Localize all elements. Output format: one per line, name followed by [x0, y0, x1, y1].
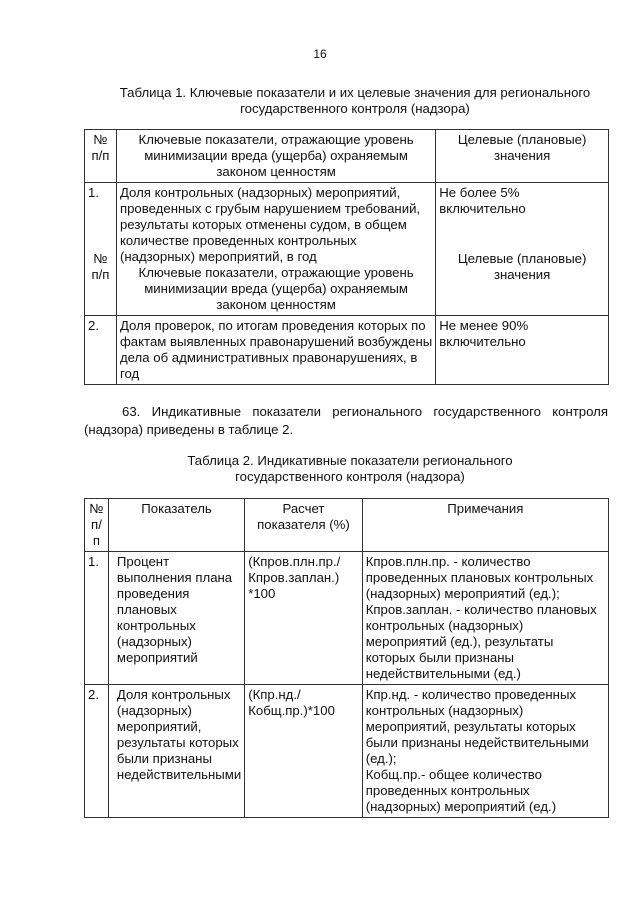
- header-num: № п/п: [85, 499, 109, 552]
- header-targets: Целевые (плановые) значения: [436, 130, 609, 183]
- table2-caption-line2: государственного контроля (надзора): [235, 469, 465, 484]
- table-row: [85, 685, 609, 818]
- row-notes: [362, 552, 608, 685]
- table1-caption-line1: Таблица 1. Ключевые показатели и их целевые значения для регионального: [119, 85, 591, 100]
- note-line: Кпров.заплан. - количество плановых контрольных (надзорных) мероприятий (ед.), результаты которых были признаны недействительными (ед.): [365, 602, 597, 681]
- note-line: Кпров.плн.пр. - количество проведенных плановых контрольных (надзорных) мероприятий (ед.);: [365, 554, 594, 601]
- header-indicator: Показатель: [108, 499, 244, 552]
- row-notes: [362, 685, 608, 818]
- header-num: № п/п: [85, 130, 117, 183]
- header-indicators: Ключевые показатели, отражающие уровень минимизации вреда (ущерба) охраняемым законом ценностям: [116, 130, 435, 183]
- row-indicator-text: Доля контрольных (надзорных) мероприятий, проведенных с грубым нарушением требований, результаты которых отменены судом, в общем количестве проведенных контрольных (надзорных) мероприятий, в год: [119, 185, 421, 264]
- row-indicator: Процент выполнения плана проведения плановых контрольных (надзорных) мероприятий: [108, 552, 244, 685]
- key-indicators-table: [84, 129, 609, 385]
- row-target: Не менее 90% включительно: [436, 316, 609, 385]
- row-num: 1.: [85, 552, 109, 685]
- note-line: Кпр.нд. - количество проведенных контрольных (надзорных) мероприятий, результаты которых были признаны недействительными (ед.);: [365, 687, 589, 766]
- table-row: [85, 316, 609, 385]
- table-header-row: [85, 499, 609, 552]
- table-row: [85, 552, 609, 685]
- repeat-header-targets: Целевые (плановые) значения: [457, 251, 587, 282]
- table2-caption-line1: Таблица 2. Индикативные показатели регионального: [187, 453, 513, 468]
- row-indicator: Доля проверок, по итогам проведения которых по фактам выявленных правонарушений возбуждены дела об административных правонарушениях, в год: [116, 316, 435, 385]
- repeat-header-num: № п/п: [91, 251, 110, 282]
- table1-caption: [60, 85, 640, 117]
- row-num: 2.: [85, 685, 109, 818]
- header-calc: Расчет показателя (%): [245, 499, 363, 552]
- page-number: 16: [313, 47, 327, 61]
- header-notes: Примечания: [362, 499, 608, 552]
- row-target-text: Не более 5% включительно: [439, 185, 526, 216]
- row-calc: (Кпр.нд./ Кобщ.пр.)*100: [245, 685, 363, 818]
- repeat-header-indicators: Ключевые показатели, отражающие уровень минимизации вреда (ущерба) охраняемым законом ценностям: [138, 265, 414, 312]
- table1-caption-line2: государственного контроля (надзора): [240, 101, 470, 116]
- row-num: [85, 183, 117, 316]
- row-num: 2.: [85, 316, 117, 385]
- row-calc: (Кпров.плн.пр./ Кпров.заплан.) *100: [245, 552, 363, 685]
- indicative-indicators-table: [84, 498, 609, 818]
- row-indicator: Доля контрольных (надзорных) мероприятий, результаты которых были признаны недействительными: [108, 685, 244, 818]
- paragraph-63: 63. Индикативные показатели регионального государственного контроля (надзора) приведены в таблице 2.: [84, 404, 608, 437]
- table2-caption: [70, 453, 630, 485]
- note-line: Кобщ.пр.- общее количество проведенных контрольных (надзорных) мероприятий (ед.): [365, 767, 557, 814]
- row-indicator: [116, 183, 435, 316]
- row-num-value: 1.: [88, 185, 99, 200]
- row-target: [436, 183, 609, 316]
- table-row: [85, 183, 609, 316]
- table-header-row: [85, 130, 609, 183]
